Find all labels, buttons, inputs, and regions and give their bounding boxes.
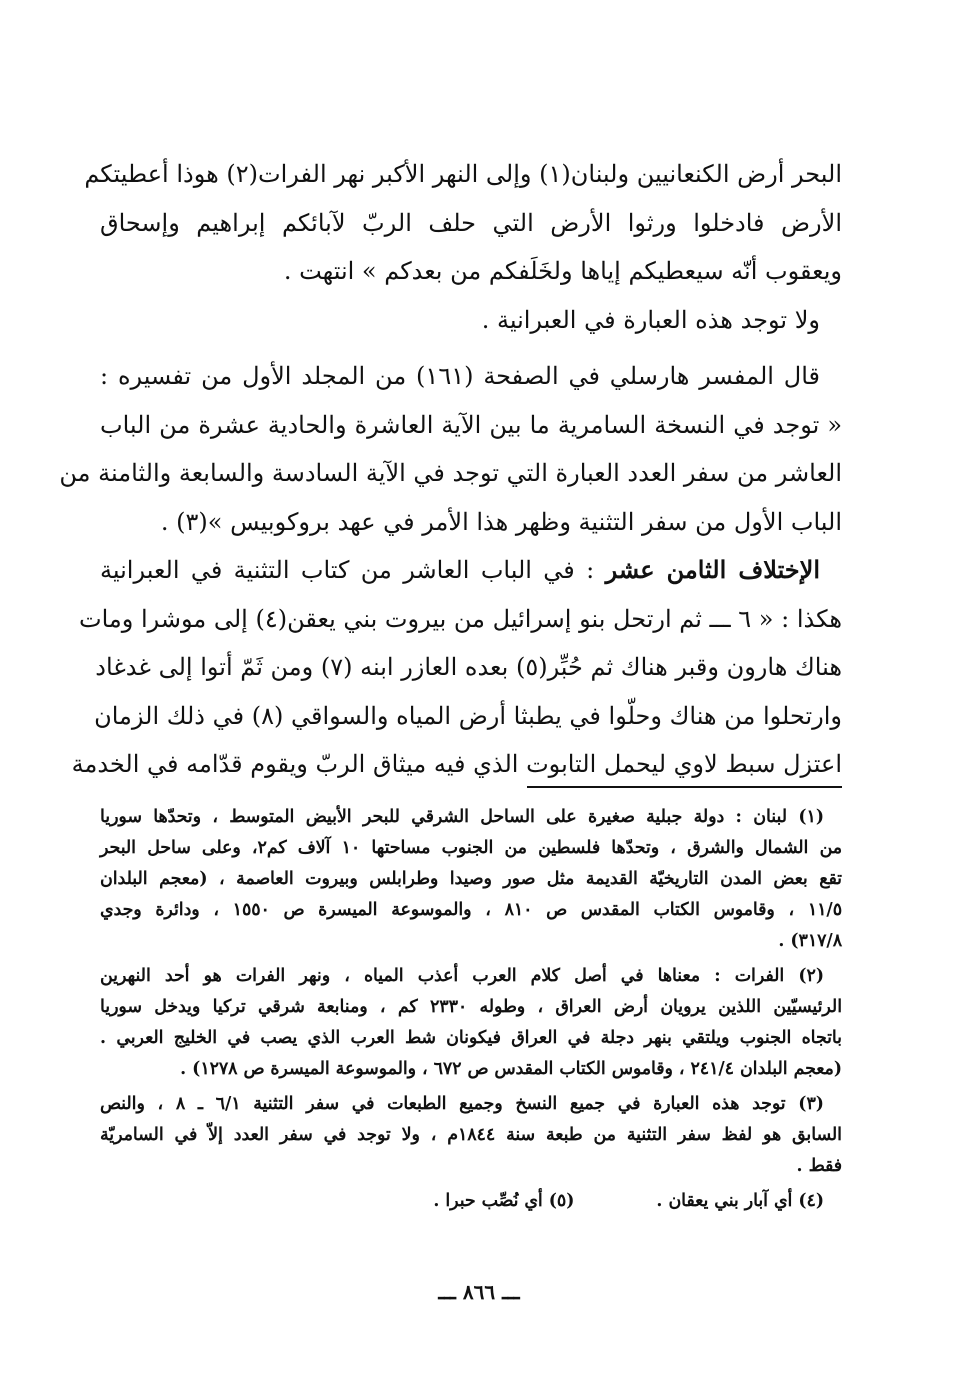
heading-continuation: : في الباب العاشر من كتاب التثنية في العبرانية bbox=[100, 556, 595, 584]
paragraph-1 bbox=[84, 150, 842, 296]
text-line: قال المفسر هارسلي في الصفحة (١٦١) من المجلد الأول من تفسيره : bbox=[100, 362, 821, 390]
text-line: ويعقوب أنّه سيعطيكم إياها ولخَلَفكم من بعدكم » انتهت . bbox=[283, 257, 842, 285]
footnote-divider bbox=[527, 786, 842, 788]
footnotes bbox=[100, 802, 842, 1217]
text-line: وارتحلوا من هناك وحلّوا في يطبثا أرض المياه والسواقي (٨) في ذلك الزمان bbox=[94, 701, 842, 730]
section-heading: الإختلاف الثامن عشر bbox=[605, 555, 820, 584]
text-line: ولا توجد هذه العبارة في العبرانية . bbox=[481, 305, 820, 334]
text-line: البحر أرض الكنعانيين ولبنان(١) وإلى النهر الأكبر نهر الفرات(٢) هوذا أعطيتكم bbox=[84, 160, 842, 188]
footnote-1 bbox=[100, 802, 842, 957]
text-line: اعتزل سبط لاوي ليحمل التابوت الذي فيه ميثاق الربّ ويقوم قدّامه في الخدمة bbox=[71, 750, 842, 778]
paragraph-2 bbox=[100, 296, 842, 345]
text-line bbox=[100, 546, 842, 595]
footnote-line: ١١/٥ ، وقاموس الكتاب المقدس ص ٨١٠ ، والموسوعة الميسرة ص ١٥٥٠ ، ودائرة وجدي bbox=[100, 900, 842, 920]
text-line: هناك هارون وقبر هناك ثم حُبِّر(٥) بعده العازر ابنه (٧) ومن ثَمّ أتوا إلى غدغاد bbox=[95, 653, 842, 681]
footnote-line: تقع بعض المدن التاريخيّة القديمة مثل صور وصيدا وطرابلس وبيروت العاصمة ، (معجم البلدان bbox=[100, 869, 842, 889]
paragraph-3 bbox=[59, 352, 842, 546]
footnote-line: (١) لبنان : دولة جبلية صغيرة على الساحل الشرقي للبحر الأبيض المتوسط ، وتحدّها سوريا bbox=[100, 807, 824, 827]
footnote-5: (٥) أي نُصِّب حبرا . bbox=[433, 1191, 575, 1211]
paragraph-4 bbox=[71, 546, 842, 789]
footnote-line: (٣) توجد هذه العبارة في جميع النسخ وجميع الطبعات في سفر التثنية ٦/١ ـ ٨ ، والنص bbox=[100, 1094, 824, 1114]
text-line: « توجد في النسخة السامرية ما بين الآية العاشرة والحادية عشرة من الباب bbox=[100, 410, 842, 439]
footnotes-4-5 bbox=[100, 1186, 842, 1217]
footnote-line: (معجم البلدان ٢٤١/٤ ، وقاموس الكتاب المقدس ص ٦٧٢ ، والموسوعة الميسرة ص ١٢٧٨) . bbox=[180, 1059, 842, 1079]
footnote-3 bbox=[100, 1089, 842, 1182]
footnote-2 bbox=[100, 961, 842, 1085]
page bbox=[59, 150, 842, 1211]
text-line: الباب الأول من سفر التثنية وظهر هذا الأمر في عهد بروكوبيس »(٣) . bbox=[160, 507, 842, 536]
footnote-line: (٢) الفرات : معناها في أصل كلام العرب أعذب المياه ، ونهر الفرات هو أحد النهرين bbox=[100, 966, 824, 986]
text-line: الأرض فادخلوا ورثوا الأرض التي حلف الربّ لآبائكم إبراهيم وإسحاق bbox=[100, 208, 842, 237]
footnote-line: السابق هو لفظ سفر التثنية من طبعة سنة ١٨٤٤م ، ولا توجد في سفر العدد إلاّ في السامريّة bbox=[100, 1125, 842, 1145]
footnote-4: (٤) أي آبار بني يعقان . bbox=[656, 1191, 824, 1211]
footnote-line: الرئيسيّين اللذين يرويان أرض العراق ، وطوله ٢٣٣٠ كم ، ومنابعة شرقي تركيا ويدخل سوريا bbox=[100, 997, 842, 1017]
page-number: ـــ ٨٦٦ ـــ bbox=[438, 1280, 520, 1304]
footnote-line: ٣١٧/٨) . bbox=[778, 931, 842, 951]
footnote-line: فقط . bbox=[796, 1156, 842, 1176]
text-line: هكذا : « ٦ ـــ ثم ارتحل بنو إسرائيل من بيروت بني يعقن(٤) إلى موشرا ومات bbox=[78, 604, 842, 633]
main-text bbox=[59, 150, 842, 789]
footnote-line: من الشمال والشرق ، وتحدّها فلسطين من الجنوب مساحتها ١٠ آلاف كم٢، وعلى ساحل البحر bbox=[100, 838, 842, 858]
footnote-line: باتجاه الجنوب ويلتقي بنهر دجلة في العراق فيكونان شط العرب الذي يصب في الخليج العربي . bbox=[100, 1028, 842, 1048]
text-line: العاشر من سفر العدد العبارة التي توجد في الآية السادسة والسابعة والثامنة من bbox=[59, 459, 842, 487]
